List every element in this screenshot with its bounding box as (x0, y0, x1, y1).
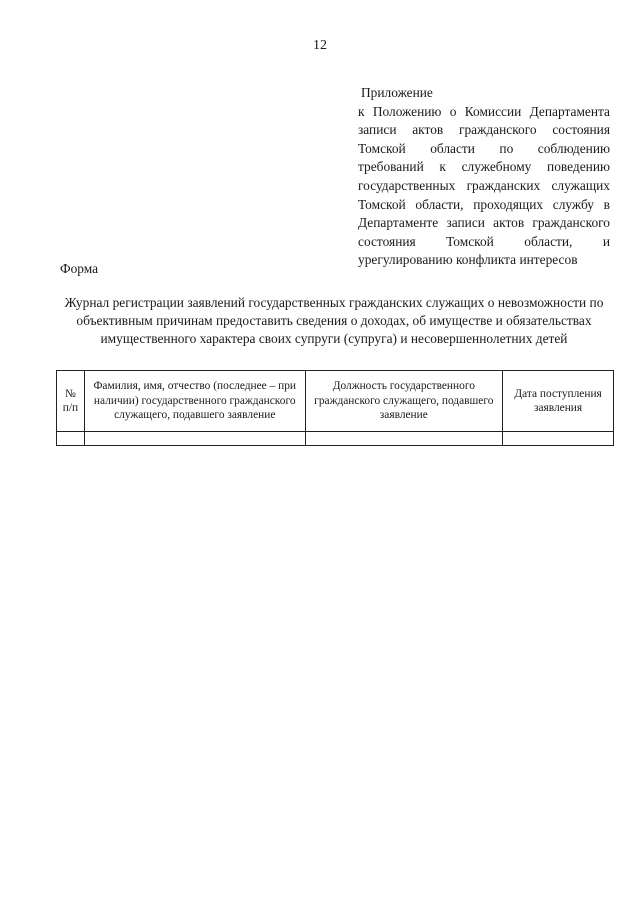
appendix-text: к Положению о Комиссии Департамента записи актов гражданского состояния Томской области по соблюдению требований к служебному поведению государственных гражданских служащих Томской области, проходящих службу в Департаменте записи актов гражданского состояния Томской области, и урегулированию конфликта интересов (358, 103, 610, 268)
header-number: № п/п (57, 371, 85, 432)
appendix-block (358, 84, 610, 270)
form-label: Форма (60, 261, 99, 276)
appendix-title: Приложение (361, 85, 433, 100)
table-header-row (57, 371, 614, 432)
journal-table (56, 370, 614, 446)
journal-title: Журнал регистрации заявлений государственных гражданских служащих о невозможности по объективным причинам предоставить сведения о доходах, об имуществе и обязательствах имущественного характера своих супруги (супруга) и несовершеннолетних детей (64, 295, 604, 346)
header-full-name: Фамилия, имя, отчество (последнее – при наличии) государственного гражданского служащего, подавшего заявление (84, 371, 305, 432)
table-cell[interactable] (57, 432, 85, 446)
table-cell[interactable] (84, 432, 305, 446)
header-position: Должность государственного гражданского служащего, подавшего заявление (305, 371, 503, 432)
page-number: 12 (313, 38, 327, 53)
table-row (57, 432, 614, 446)
table-cell[interactable] (503, 432, 614, 446)
table-cell[interactable] (305, 432, 503, 446)
header-receipt-date: Дата поступления заявления (503, 371, 614, 432)
